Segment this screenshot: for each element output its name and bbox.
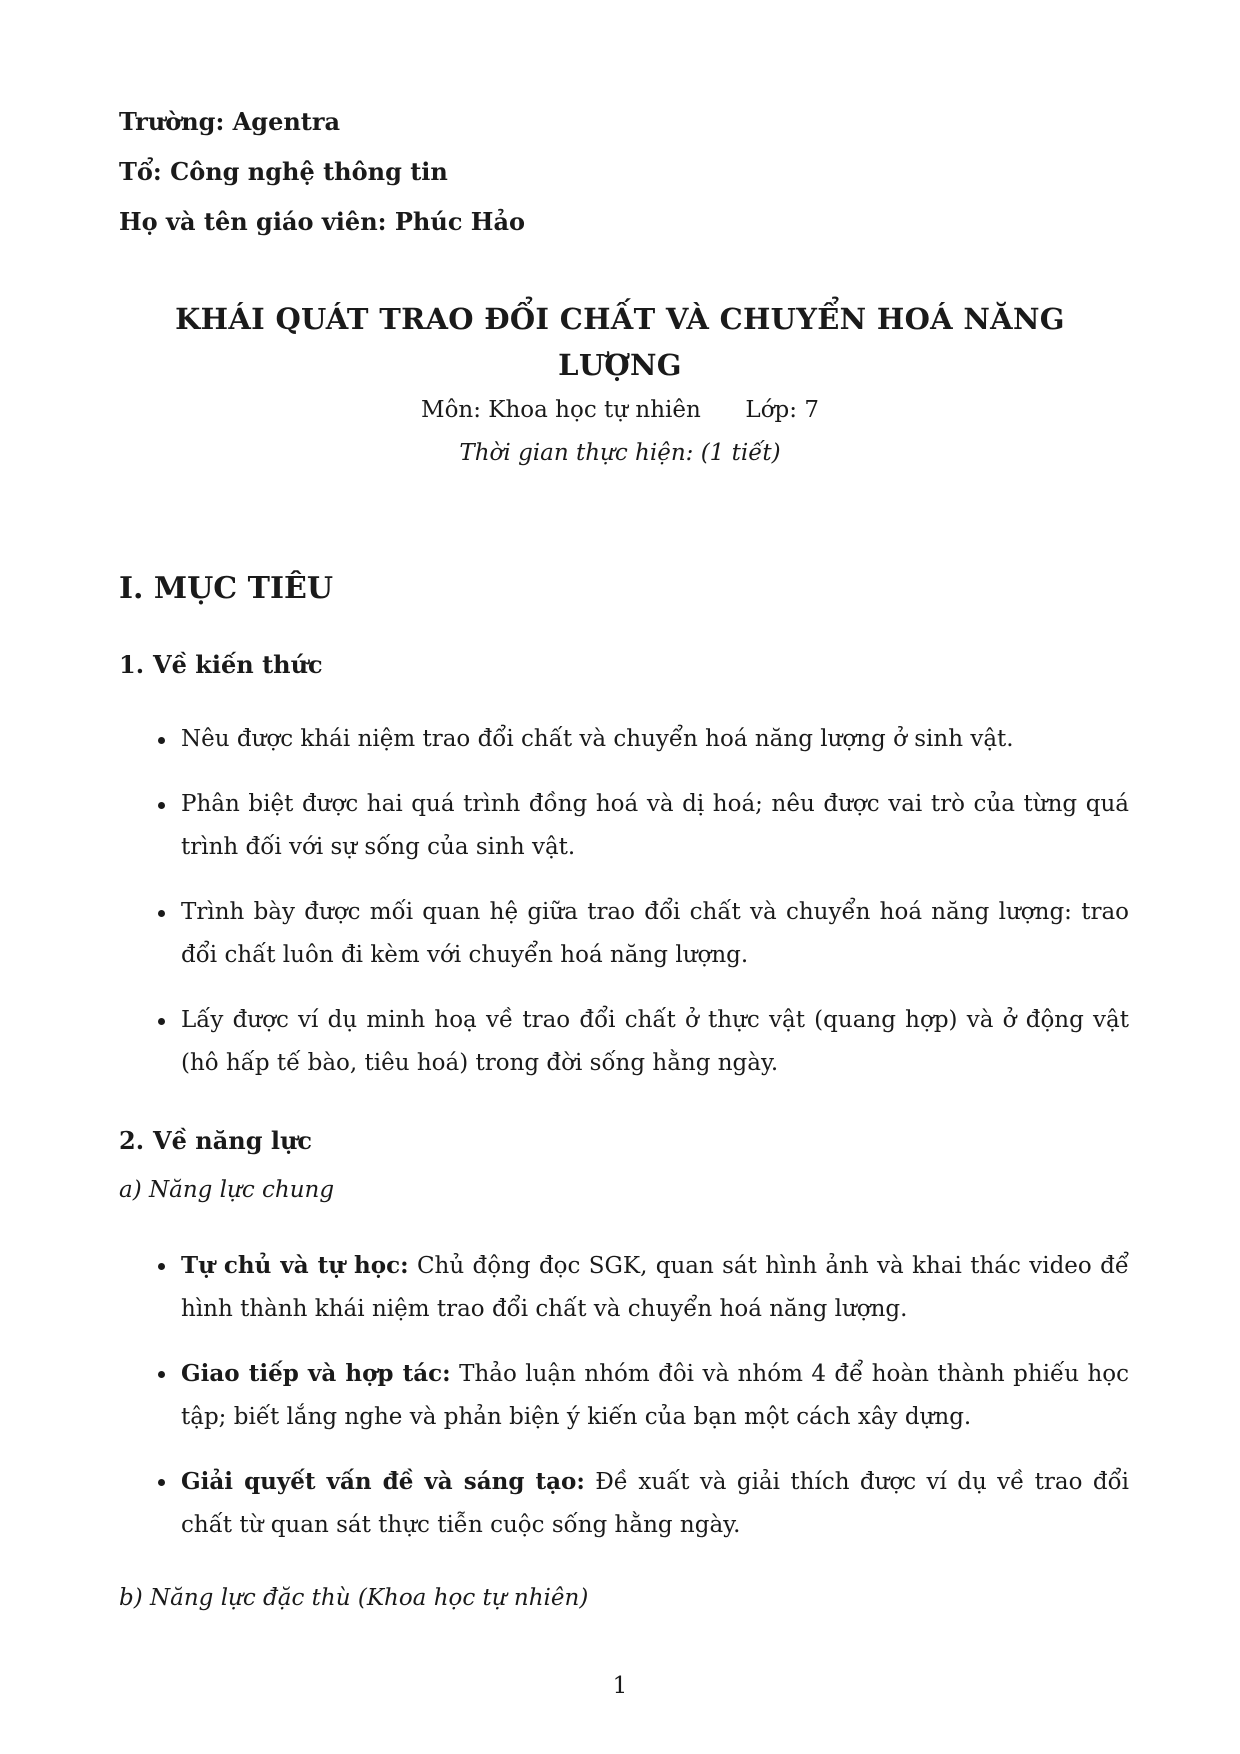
sub-heading-competence — [119, 1126, 312, 1155]
competence-item-text: Đề xuất và giải thích được ví dụ về trao đổi chất từ quan sát thực tiễn cuộc sống hằng ngày. — [181, 1469, 1129, 1538]
school-value: Agentra — [232, 107, 341, 136]
sub-heading-number: 2. — [119, 1126, 145, 1155]
teacher-value: Phúc Hảo — [394, 207, 526, 236]
competence-item — [181, 1460, 1129, 1547]
specific-competence-label: b) Năng lực đặc thù (Khoa học tự nhiên) — [119, 1585, 589, 1611]
subject-line — [0, 397, 1240, 423]
section-heading-objectives: I. MỤC TIÊU — [119, 571, 333, 606]
sub-heading-knowledge — [119, 650, 323, 679]
knowledge-item: Nêu được khái niệm trao đổi chất và chuyển hoá năng lượng ở sinh vật. — [181, 718, 1129, 761]
duration-line: Thời gian thực hiện: (1 tiết) — [459, 440, 781, 466]
teacher-label: Họ và tên giáo viên: — [119, 207, 387, 236]
subject-label: Môn: — [421, 397, 481, 423]
sub-heading-text: Về năng lực — [153, 1126, 313, 1155]
knowledge-item: Phân biệt được hai quá trình đồng hoá và dị hoá; nêu được vai trò của từng quá trình đối với sự sống của sinh vật. — [181, 783, 1129, 869]
school-label: Trường: — [119, 107, 225, 136]
competence-item-text: Chủ động đọc SGK, quan sát hình ảnh và khai thác video để hình thành khái niệm trao đổi chất và chuyển hoá năng lượng. — [181, 1253, 1129, 1322]
school-line — [119, 107, 340, 136]
knowledge-item: Lấy được ví dụ minh hoạ về trao đổi chất ở thực vật (quang hợp) và ở động vật (hô hấp tế bào, tiêu hoá) trong đời sống hằng ngày. — [181, 999, 1129, 1085]
competence-item — [181, 1244, 1129, 1331]
page-number: 1 — [612, 1673, 628, 1699]
grade-label: Lớp: — [745, 397, 798, 423]
sub-heading-number: 1. — [119, 650, 145, 679]
competence-item-text: Thảo luận nhóm đôi và nhóm 4 để hoàn thành phiếu học tập; biết lắng nghe và phản biện ý kiến của bạn một cách xây dựng. — [181, 1361, 1129, 1430]
competence-item-lead: Giải quyết vấn đề và sáng tạo: — [181, 1468, 585, 1495]
grade-value: 7 — [804, 397, 819, 423]
knowledge-item: Trình bày được mối quan hệ giữa trao đổi chất và chuyển hoá năng lượng: trao đổi chất luôn đi kèm với chuyển hoá năng lượng. — [181, 891, 1129, 977]
group-label: Tổ: — [119, 157, 162, 186]
group-value: Công nghệ thông tin — [170, 157, 448, 186]
sub-heading-text: Về kiến thức — [153, 650, 323, 679]
competence-item — [181, 1352, 1129, 1439]
subject-value: Khoa học tự nhiên — [488, 397, 701, 423]
competence-item-lead: Tự chủ và tự học: — [181, 1252, 409, 1279]
teacher-line — [119, 207, 525, 236]
general-competence-label: a) Năng lực chung — [119, 1177, 335, 1203]
competence-item-lead: Giao tiếp và hợp tác: — [181, 1360, 451, 1387]
group-line — [119, 157, 448, 186]
lesson-title: KHÁI QUÁT TRAO ĐỔI CHẤT VÀ CHUYỂN HOÁ NĂNG LƯỢNG — [175, 302, 1065, 382]
